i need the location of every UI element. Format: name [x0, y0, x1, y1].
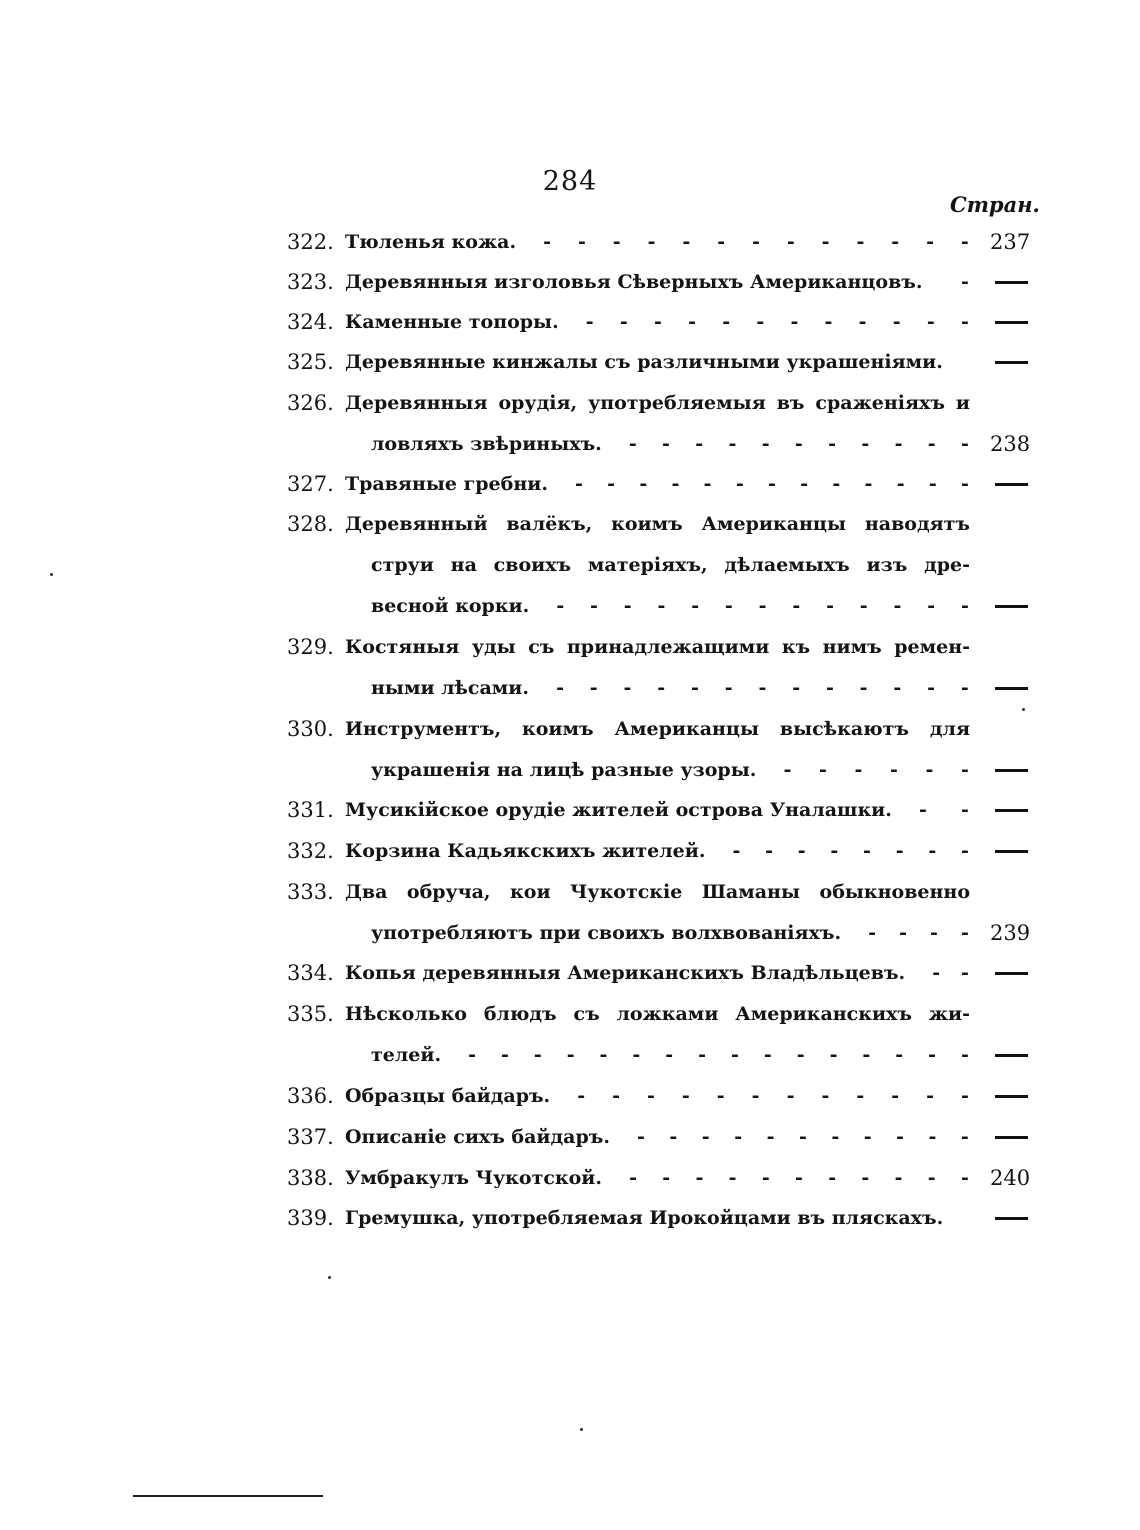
toc-entry — [0, 627, 1140, 667]
dot-leader: - - - - - - - - - - - - - — [574, 473, 969, 495]
page-number: 284 — [542, 166, 598, 197]
paper-speck — [1022, 708, 1025, 711]
entry-number: 338. — [287, 1166, 334, 1190]
dot-leader: - - - - - - - - - - - - - — [543, 231, 969, 253]
entry-page-number: 238 — [990, 432, 1031, 456]
dot-leader: - — [961, 271, 969, 293]
page-ditto-dash — [995, 809, 1028, 812]
entry-title: ными лѣсами. — [371, 677, 530, 699]
entry-title: Мусикійское орудіе жителей острова Уналашки. — [345, 799, 892, 821]
dot-leader: - - - - - - - - - - - - - - - - — [468, 1044, 969, 1066]
entry-title: Инструментъ, коимъ Американцы высѣкаютъ для — [345, 718, 970, 740]
entry-number: 322. — [287, 230, 334, 254]
entry-title: весной корки. — [371, 595, 530, 617]
entry-number: 325. — [287, 350, 334, 374]
toc-entry — [0, 222, 1140, 262]
dot-leader: - - - - — [868, 922, 969, 944]
page-ditto-dash — [995, 361, 1028, 364]
entry-title: ловляхъ звѣриныхъ. — [371, 433, 602, 455]
entry-title: Каменные топоры. — [345, 311, 559, 333]
toc-entry — [0, 994, 1140, 1034]
page-ditto-dash — [995, 1095, 1028, 1098]
entry-title: Нѣсколько блюдъ съ ложками Американскихъ жи- — [345, 1003, 970, 1025]
dot-leader: - - - - - - - - - - - - — [585, 311, 969, 333]
toc-entry — [0, 1198, 1140, 1238]
toc-entry — [0, 262, 1140, 302]
footer-rule — [133, 1495, 323, 1497]
dot-leader: - - - - - - - - - - - - - — [556, 595, 969, 617]
dot-leader: - - - - - - - - - - - - — [577, 1085, 969, 1107]
entry-number: 323. — [287, 270, 334, 294]
entry-number: 324. — [287, 310, 334, 334]
entry-title: телей. — [371, 1044, 442, 1066]
toc-entry — [0, 302, 1140, 342]
entry-title: Умбракулъ Чукотской. — [345, 1167, 603, 1189]
entry-page-number: 240 — [990, 1166, 1031, 1190]
paper-speck — [580, 1428, 583, 1431]
page-ditto-dash — [995, 687, 1028, 690]
toc-entry — [0, 1076, 1140, 1116]
dot-leader: - - — [918, 799, 969, 821]
entry-title: Костяныя уды съ принадлежащими къ нимъ ремен- — [345, 636, 970, 658]
dot-leader: - - - - - - - - - - - — [629, 1167, 969, 1189]
toc-entry — [0, 1158, 1140, 1198]
toc-entry-continuation — [0, 750, 1140, 790]
entry-title: украшенія на лицѣ разные узоры. — [371, 759, 757, 781]
toc-entry — [0, 709, 1140, 749]
page-column-header: Стран. — [950, 192, 1040, 217]
entry-page-number: 239 — [990, 921, 1031, 945]
page-ditto-dash — [995, 605, 1028, 608]
toc-entry-continuation — [0, 424, 1140, 464]
entry-number: 328. — [287, 512, 334, 536]
entry-title: Деревянные кинжалы съ различными украшеніями. — [345, 351, 943, 373]
dot-leader: - - - - - - - - - - - — [637, 1126, 969, 1148]
dot-leader: - - - - - - — [783, 759, 969, 781]
toc-entry — [0, 464, 1140, 504]
toc-entry-continuation — [0, 668, 1140, 708]
entry-title: Травяные гребни. — [345, 473, 548, 495]
page-ditto-dash — [995, 1136, 1028, 1139]
entry-page-number: 237 — [990, 230, 1031, 254]
dot-leader: - - - - - - - - - - - — [628, 433, 969, 455]
page-ditto-dash — [995, 769, 1028, 772]
toc-entry-continuation — [0, 586, 1140, 626]
entry-number: 329. — [287, 635, 334, 659]
entry-title: Тюленья кожа. — [345, 231, 517, 253]
entry-title: Деревянныя орудія, употребляемыя въ сраженіяхъ и — [345, 392, 970, 414]
toc-entry — [0, 342, 1140, 382]
dot-leader: - - - - - - - - — [732, 840, 969, 862]
toc-entry — [0, 953, 1140, 993]
page-ditto-dash — [995, 321, 1028, 324]
toc-entry — [0, 831, 1140, 871]
paper-speck — [50, 573, 53, 576]
paper-speck — [328, 1276, 331, 1279]
page-ditto-dash — [995, 281, 1028, 284]
entry-number: 334. — [287, 961, 334, 985]
entry-number: 332. — [287, 839, 334, 863]
page-ditto-dash — [995, 1054, 1028, 1057]
entry-number: 336. — [287, 1084, 334, 1108]
entry-number: 333. — [287, 880, 334, 904]
toc-entry — [0, 504, 1140, 544]
toc-entry-continuation — [0, 545, 1140, 585]
entry-title: Два обруча, кои Чукотскіе Шаманы обыкновенно — [345, 881, 970, 903]
entry-title: Описаніе сихъ байдаръ. — [345, 1126, 610, 1148]
page-ditto-dash — [995, 1217, 1028, 1220]
entry-number: 335. — [287, 1002, 334, 1026]
entry-title: употребляютъ при своихъ волхвованіяхъ. — [371, 922, 842, 944]
toc-entry — [0, 790, 1140, 830]
entry-number: 326. — [287, 391, 334, 415]
entry-title: струи на своихъ матеріяхъ, дѣлаемыхъ изъ дре- — [371, 554, 970, 576]
entry-number: 337. — [287, 1125, 334, 1149]
dot-leader: - - - - - - - - - - - - - — [556, 677, 969, 699]
entry-title: Деревянныя изголовья Сѣверныхъ Американцовъ. — [345, 271, 923, 293]
entry-title: Образцы байдаръ. — [345, 1085, 551, 1107]
toc-entry — [0, 383, 1140, 423]
toc-entry-continuation — [0, 1035, 1140, 1075]
dot-leader: - - — [932, 962, 969, 984]
page-ditto-dash — [995, 850, 1028, 853]
entry-number: 331. — [287, 798, 334, 822]
entry-title: Гремушка, употребляемая Ирокойцами въ пляскахъ. — [345, 1207, 944, 1229]
entry-number: 330. — [287, 717, 334, 741]
entry-number: 339. — [287, 1206, 334, 1230]
entry-title: Деревянный валёкъ, коимъ Американцы наводятъ — [345, 513, 970, 535]
toc-entry — [0, 872, 1140, 912]
entry-number: 327. — [287, 472, 334, 496]
page-ditto-dash — [995, 483, 1028, 486]
page-ditto-dash — [995, 972, 1028, 975]
entry-title: Копья деревянныя Американскихъ Владѣльцевъ. — [345, 962, 906, 984]
toc-entry — [0, 1117, 1140, 1157]
entry-title: Корзина Кадьякскихъ жителей. — [345, 840, 706, 862]
toc-entry-continuation — [0, 913, 1140, 953]
